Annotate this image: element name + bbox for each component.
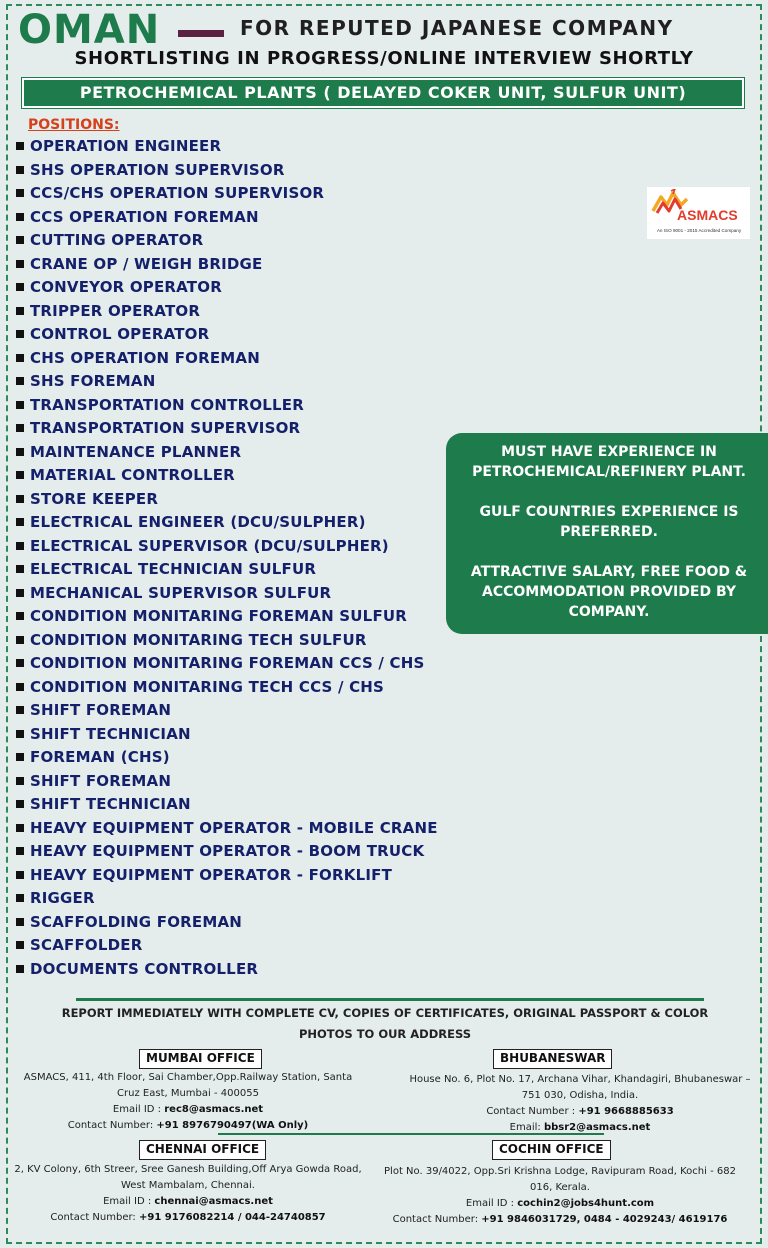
requirements-box bbox=[446, 433, 768, 634]
requirement-gulf: GULF COUNTRIES EXPERIENCE IS PREFERRED. bbox=[479, 504, 739, 540]
position-item: TRANSPORTATION CONTROLLER bbox=[16, 394, 438, 418]
position-item: CONDITION MONITARING TECH CCS / CHS bbox=[16, 676, 438, 700]
position-item: CONDITION MONITARING TECH SULFUR bbox=[16, 629, 438, 653]
mumbai-office-title: MUMBAI OFFICE bbox=[139, 1049, 262, 1069]
position-item: MECHANICAL SUPERVISOR SULFUR bbox=[16, 582, 438, 606]
position-item: CCS/CHS OPERATION SUPERVISOR bbox=[16, 182, 438, 206]
mumbai-contact-label: Contact Number: bbox=[67, 1120, 154, 1131]
chennai-office-title: CHENNAI OFFICE bbox=[139, 1140, 266, 1160]
mumbai-contact-line bbox=[12, 1118, 364, 1134]
cochin-address: Plot No. 39/4022, Opp.Sri Krishna Lodge, Ravipuram Road, Kochi - 682 016, Kerala. bbox=[384, 1166, 736, 1193]
logo-wordmark: ASMACS bbox=[677, 207, 738, 223]
requirement-salary: ATTRACTIVE SALARY, FREE FOOD & ACCOMMODATION PROVIDED BY COMPANY. bbox=[470, 564, 748, 620]
bhubaneswar-office-title: BHUBANESWAR bbox=[493, 1049, 612, 1069]
position-item: STORE KEEPER bbox=[16, 488, 438, 512]
position-item: SCAFFOLDING FOREMAN bbox=[16, 911, 438, 935]
position-item: FOREMAN (CHS) bbox=[16, 746, 438, 770]
mumbai-email-label: Email ID : bbox=[112, 1104, 162, 1115]
position-item: SHS OPERATION SUPERVISOR bbox=[16, 159, 438, 183]
position-item: MATERIAL CONTROLLER bbox=[16, 464, 438, 488]
position-item: CUTTING OPERATOR bbox=[16, 229, 438, 253]
cochin-office-title: COCHIN OFFICE bbox=[492, 1140, 611, 1160]
position-item: MAINTENANCE PLANNER bbox=[16, 441, 438, 465]
position-item: SCAFFOLDER bbox=[16, 934, 438, 958]
position-item: RIGGER bbox=[16, 887, 438, 911]
position-item: HEAVY EQUIPMENT OPERATOR - MOBILE CRANE bbox=[16, 817, 438, 841]
chennai-contact[interactable]: +91 9176082214 / 044-24740857 bbox=[138, 1212, 326, 1223]
position-item: HEAVY EQUIPMENT OPERATOR - FORKLIFT bbox=[16, 864, 438, 888]
logo-tagline: An ISO 9001 - 2015 Accredited Company bbox=[656, 228, 742, 233]
footer-divider bbox=[76, 998, 704, 1001]
chennai-email-label: Email ID : bbox=[103, 1196, 152, 1207]
position-item: SHIFT TECHNICIAN bbox=[16, 793, 438, 817]
title-dash bbox=[178, 30, 224, 37]
position-item: CONDITION MONITARING FOREMAN CCS / CHS bbox=[16, 652, 438, 676]
position-item: TRIPPER OPERATOR bbox=[16, 300, 438, 324]
bhubaneswar-email[interactable]: bbsr2@asmacs.net bbox=[543, 1122, 651, 1133]
bhubaneswar-office-details bbox=[404, 1072, 756, 1136]
position-item: HEAVY EQUIPMENT OPERATOR - BOOM TRUCK bbox=[16, 840, 438, 864]
bhubaneswar-email-label: Email: bbox=[509, 1122, 541, 1133]
header bbox=[18, 8, 758, 52]
position-item: SHIFT TECHNICIAN bbox=[16, 723, 438, 747]
position-item: CCS OPERATION FOREMAN bbox=[16, 206, 438, 230]
company-line: FOR REPUTED JAPANESE COMPANY bbox=[240, 16, 674, 40]
cochin-contact-label: Contact Number: bbox=[392, 1214, 479, 1225]
position-item: SHIFT FOREMAN bbox=[16, 699, 438, 723]
position-item: CONDITION MONITARING FOREMAN SULFUR bbox=[16, 605, 438, 629]
cochin-office-details bbox=[382, 1164, 738, 1228]
position-item: CONVEYOR OPERATOR bbox=[16, 276, 438, 300]
bhubaneswar-contact[interactable]: +91 9668885633 bbox=[578, 1106, 674, 1117]
chennai-contact-line bbox=[8, 1210, 368, 1226]
chennai-email[interactable]: chennai@asmacs.net bbox=[154, 1196, 273, 1207]
bhubaneswar-address: House No. 6, Plot No. 17, Archana Vihar, Khandagiri, Bhubaneswar – 751 030, Odisha, India. bbox=[409, 1074, 751, 1101]
requirement-experience: MUST HAVE EXPERIENCE IN PETROCHEMICAL/REFINERY PLANT. bbox=[472, 444, 746, 480]
chennai-office-details bbox=[8, 1162, 368, 1226]
mumbai-email[interactable]: rec8@asmacs.net bbox=[164, 1104, 264, 1115]
position-item: OPERATION ENGINEER bbox=[16, 135, 438, 159]
country-title: OMAN bbox=[18, 7, 161, 53]
office-divider bbox=[218, 1133, 604, 1135]
plant-banner: PETROCHEMICAL PLANTS ( DELAYED COKER UNIT, SULFUR UNIT) bbox=[22, 78, 744, 108]
bhubaneswar-contact-label: Contact Number : bbox=[486, 1106, 576, 1117]
mumbai-email-line bbox=[12, 1102, 364, 1118]
shortlisting-line: SHORTLISTING IN PROGRESS/ONLINE INTERVIEW SHORTLY bbox=[74, 48, 694, 69]
position-item: CONTROL OPERATOR bbox=[16, 323, 438, 347]
position-item: ELECTRICAL SUPERVISOR (DCU/SULPHER) bbox=[16, 535, 438, 559]
position-item: TRANSPORTATION SUPERVISOR bbox=[16, 417, 438, 441]
cochin-email[interactable]: cochin2@jobs4hunt.com bbox=[517, 1198, 655, 1209]
cochin-email-label: Email ID : bbox=[465, 1198, 515, 1209]
cochin-contact[interactable]: +91 9846031729, 0484 - 4029243/ 4619176 bbox=[481, 1214, 728, 1225]
position-item: DOCUMENTS CONTROLLER bbox=[16, 958, 438, 982]
chennai-contact-label: Contact Number: bbox=[50, 1212, 136, 1223]
mumbai-address: ASMACS, 411, 4th Floor, Sai Chamber,Opp.Railway Station, Santa Cruz East, Mumbai - 400055 bbox=[23, 1072, 353, 1099]
positions-list bbox=[16, 135, 438, 981]
mumbai-office-details bbox=[12, 1070, 364, 1134]
cochin-email-line bbox=[382, 1196, 738, 1212]
position-item: SHS FOREMAN bbox=[16, 370, 438, 394]
position-item: SHIFT FOREMAN bbox=[16, 770, 438, 794]
position-item: CHS OPERATION FOREMAN bbox=[16, 347, 438, 371]
position-item: ELECTRICAL TECHNICIAN SULFUR bbox=[16, 558, 438, 582]
asmacs-logo bbox=[647, 187, 750, 239]
bhubaneswar-contact-line bbox=[404, 1104, 756, 1120]
mumbai-contact[interactable]: +91 8976790497(WA Only) bbox=[156, 1120, 309, 1131]
chennai-address: 2, KV Colony, 6th Streer, Sree Ganesh Building,Off Arya Gowda Road, West Mambalam, Chennai. bbox=[14, 1164, 362, 1191]
chennai-email-line bbox=[8, 1194, 368, 1210]
position-item: ELECTRICAL ENGINEER (DCU/SULPHER) bbox=[16, 511, 438, 535]
positions-heading: POSITIONS: bbox=[28, 117, 120, 133]
position-item: CRANE OP / WEIGH BRIDGE bbox=[16, 253, 438, 277]
cochin-contact-line bbox=[382, 1212, 738, 1228]
report-instructions: REPORT IMMEDIATELY WITH COMPLETE CV, COPIES OF CERTIFICATES, ORIGINAL PASSPORT & COLOR PHOTOS TO OUR ADDRESS bbox=[61, 1006, 709, 1041]
